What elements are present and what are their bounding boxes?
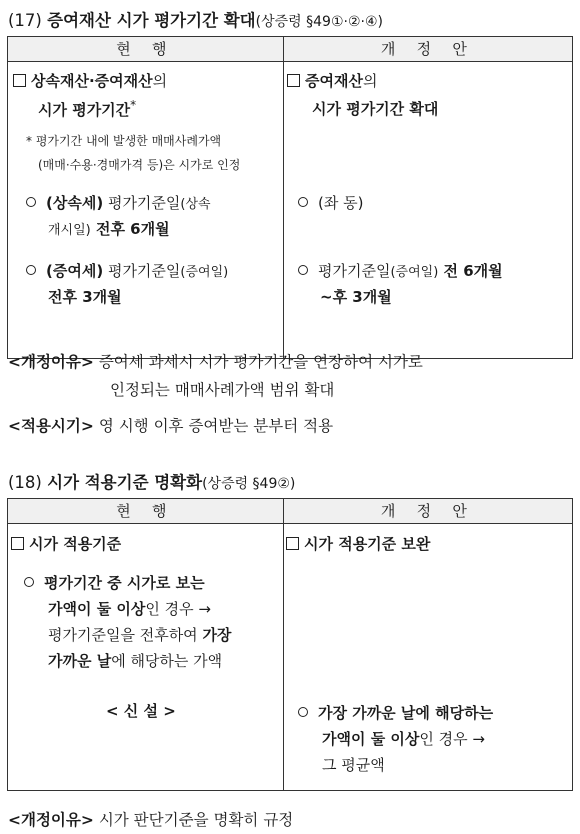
section-18-reason [8, 808, 293, 830]
section-17-number: (17) [8, 11, 42, 30]
apply-text: 영 시행 이후 증여받는 분부터 적용 [98, 417, 334, 435]
checkbox-square-icon [11, 537, 24, 550]
bullet-circle-icon [298, 265, 308, 275]
section-18-reference: (상증령 §49②) [202, 476, 296, 492]
current-item-1-line2: 시가 평가기간* [38, 98, 137, 119]
revised-bullet-1: (좌 동) [298, 192, 363, 213]
bullet-circle-icon [26, 265, 36, 275]
revised-bullet-1-line3: 그 평균액 [322, 756, 385, 774]
header-revised: 개 정 안 [284, 37, 573, 62]
current-bullet-2-line2: 전후 3개월 [48, 288, 122, 306]
revised-bullet-1: 가장 가까운 날에 해당하는 [298, 702, 493, 723]
revised-item-1-line2: 시가 평가기간 확대 [312, 100, 439, 118]
header-current: 현 행 [8, 499, 284, 524]
reason-tag: <개정이유> [8, 353, 94, 371]
bullet-circle-icon [26, 197, 36, 207]
section-18-title [8, 469, 295, 493]
revised-bullet-2: 평가기준일(증여일) 전 6개월 [298, 260, 503, 281]
section-17-reason [8, 350, 423, 372]
current-bullet-1-line4: 가까운 날에 해당하는 가액 [48, 652, 223, 670]
header-current: 현 행 [8, 37, 284, 62]
revised-item-1: 증여재산의 [287, 70, 377, 91]
revised-cell [284, 62, 573, 359]
current-bullet-1-line3: 평가기준일을 전후하여 가장 [48, 626, 232, 644]
section-17-title [8, 7, 383, 31]
section-17-apply-date [8, 414, 333, 436]
bullet-circle-icon [298, 197, 308, 207]
current-bullet-1-line2: 개시일) 전후 6개월 [48, 220, 170, 238]
apply-tag: <적용시기> [8, 417, 94, 435]
reason-text-2: 인정되는 매매사례가액 범위 확대 [110, 381, 335, 399]
current-item-1: 시가 적용기준 [11, 533, 121, 554]
current-cell [8, 62, 284, 359]
bullet-circle-icon [298, 707, 308, 717]
current-bullet-1: (상속세) 평가기준일(상속 [26, 192, 211, 213]
footnote-line-2: (매매·수용·경매가격 등)은 시가로 인정 [38, 158, 241, 172]
revised-bullet-1-line2: 가액이 둘 이상인 경우 → [322, 730, 485, 748]
reason-text-1: 시가 판단기준을 명확히 규정 [98, 811, 294, 829]
checkbox-square-icon [13, 74, 26, 87]
footnote-line-1: * 평가기간 내에 발생한 매매사례가액 [26, 134, 222, 148]
revised-item-1: 시가 적용기준 보완 [286, 533, 430, 554]
section-17-comparison-table [7, 36, 573, 359]
section-17-heading: 증여재산 시가 평가기간 확대 [47, 11, 256, 30]
current-bullet-1: 평가기간 중 시가로 보는 [24, 572, 205, 593]
new-provision-label: < 신 설 > [106, 702, 176, 720]
checkbox-square-icon [286, 537, 299, 550]
current-cell [8, 524, 284, 791]
current-bullet-2: (증여세) 평가기준일(증여일) [26, 260, 228, 281]
revised-bullet-2-line2: ~후 3개월 [320, 288, 392, 306]
header-revised: 개 정 안 [284, 499, 573, 524]
section-17-reference: (상증령 §49①·②·④) [255, 14, 383, 30]
revised-cell [284, 524, 573, 791]
checkbox-square-icon [287, 74, 300, 87]
reason-tag: <개정이유> [8, 811, 94, 829]
reason-text-1: 증여세 과세시 시가 평가기간을 연장하여 시가로 [98, 353, 423, 371]
section-18-comparison-table [7, 498, 573, 791]
section-18-heading: 시가 적용기준 명확화 [47, 473, 203, 492]
current-bullet-1-line2: 가액이 둘 이상인 경우 → [48, 600, 211, 618]
bullet-circle-icon [24, 577, 34, 587]
current-item-1: 상속재산·증여재산의 [13, 70, 167, 91]
section-18-number: (18) [8, 473, 42, 492]
